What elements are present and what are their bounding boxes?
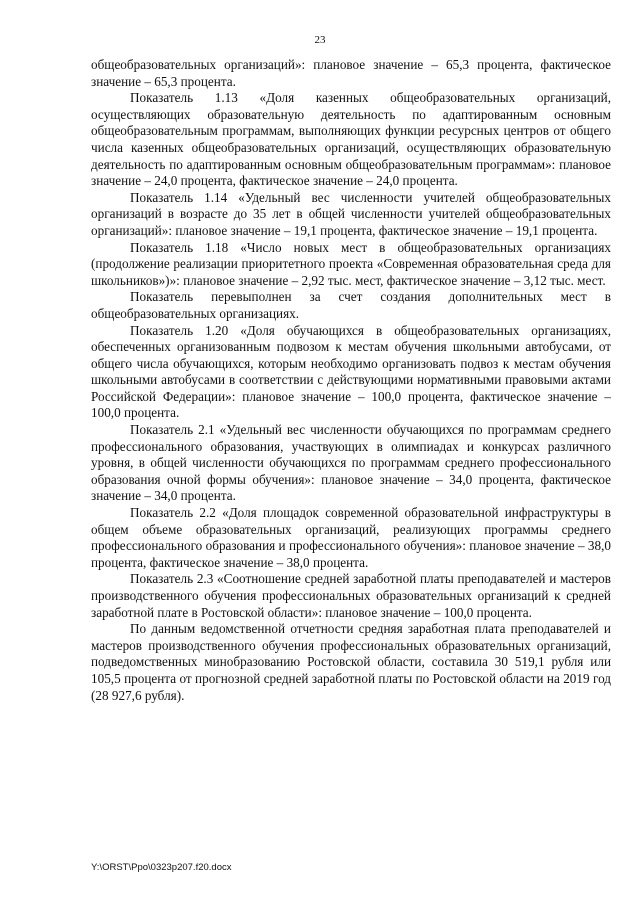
paragraph-continuation: общеобразовательных организаций»: плановое значение – 65,3 процента, фактическое значение – 65,3 процента. xyxy=(91,57,611,89)
paragraph-indicator-1-14: Показатель 1.14 «Удельный вес численности учителей общеобразовательных организаций в возрасте до 35 лет в общей численности учителей общеобразовательных организаций»: плановое значение – 19,1 процента, фактическое значение – 19,1 процента. xyxy=(91,189,611,238)
paragraph-indicator-1-13: Показатель 1.13 «Доля казенных общеобразовательных организаций, осуществляющих образовательную деятельность по адаптированным основным общеобразовательным программам, выполняющих функции ресурсных центров от общего числа казенных общеобразовательных организаций, осуществляющих образовательную деятельность по адаптированным основным общеобразовательным программам»: плановое значение – 24,0 процента, фактическое значение – 24,0 процента. xyxy=(91,90,611,189)
document-body xyxy=(91,57,611,704)
page-number: 23 xyxy=(314,34,326,46)
paragraph-indicator-2-1: Показатель 2.1 «Удельный вес численности обучающихся по программам среднего профессионального образования, участвующих в олимпиадах и конкурсах различного уровня, в общей численности обучающихся по программам среднего профессионального образования очной формы обучения»: плановое значение – 34,0 процента, фактическое значение – 34,0 процента. xyxy=(91,422,611,504)
paragraph-overfulfilled-note: Показатель перевыполнен за счет создания дополнительных мест в общеобразовательных организациях. xyxy=(91,289,611,321)
paragraph-indicator-1-18: Показатель 1.18 «Число новых мест в общеобразовательных организациях (продолжение реализации приоритетного проекта «Современная образовательная среда для школьников»)»: плановое значение – 2,92 тыс. мест, фактическое значение – 3,12 тыс. мест. xyxy=(91,239,611,288)
footer-file-path: Y:\ORST\Ppo\0323p207.f20.docx xyxy=(91,862,232,873)
paragraph-indicator-2-2: Показатель 2.2 «Доля площадок современной образовательной инфраструктуры в общем объеме образовательных организаций, реализующих программы среднего профессионального образования и профессионального обучения»: плановое значение – 38,0 процента, фактическое значение – 38,0 процента. xyxy=(91,505,611,570)
paragraph-salary-report: По данным ведомственной отчетности средняя заработная плата преподавателей и мастеров производственного обучения профессиональных образовательных организаций, подведомственных минобразованию Ростовской области, составила 30 519,1 рубля или 105,5 процента от прогнозной средней заработной платы по Ростовской области на 2019 год (28 927,6 рубля). xyxy=(91,621,611,703)
paragraph-indicator-1-20: Показатель 1.20 «Доля обучающихся в общеобразовательных организациях, обеспеченных организованным подвозом к местам обучения школьными автобусами, от общего числа обучающихся, которым необходимо организовать подвоз к местам обучения школьными автобусами в соответствии с действующими нормативными правовыми актами Российской Федерации»: плановое значение – 100,0 процента, фактическое значение – 100,0 процента. xyxy=(91,322,611,421)
paragraph-indicator-2-3: Показатель 2.3 «Соотношение средней заработной платы преподавателей и мастеров производственного обучения профессиональных образовательных организаций к средней заработной плате в Ростовской области»: плановое значение – 100,0 процента. xyxy=(91,571,611,620)
